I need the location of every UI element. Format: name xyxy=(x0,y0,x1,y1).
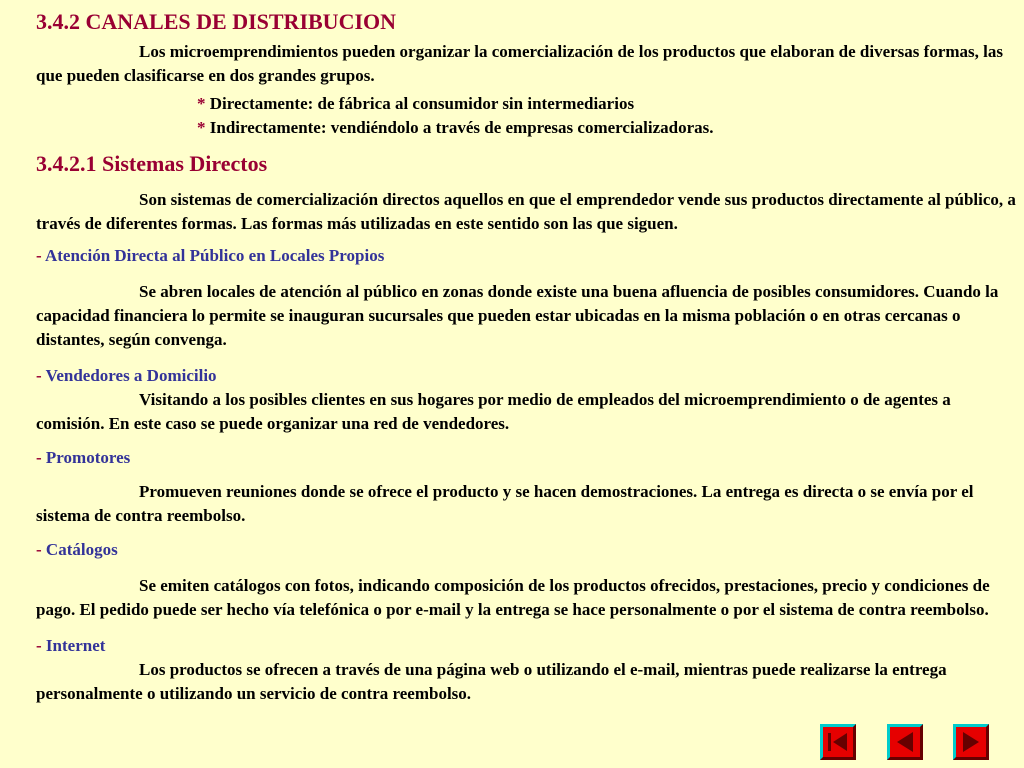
item-heading-domicilio xyxy=(36,364,1016,388)
item-heading-promotores xyxy=(36,446,1016,470)
intro-paragraph: Los microemprendimientos pueden organizar la comercialización de los productos que elaboran de diversas formas, las que pueden clasificarse en dos grandes grupos. xyxy=(36,42,1003,85)
previous-slide-button[interactable] xyxy=(887,724,923,760)
dash: - xyxy=(36,636,42,655)
page-title: 3.4.2 CANALES DE DISTRIBUCION xyxy=(36,9,397,34)
item-heading-text: Catálogos xyxy=(41,540,118,559)
item-heading-text: Vendedores a Domicilio xyxy=(41,366,217,385)
group-indirect xyxy=(36,116,1016,140)
item-heading-locales xyxy=(36,244,1016,268)
previous-slide-icon xyxy=(890,727,920,757)
dash: - xyxy=(36,246,42,265)
item-heading-internet xyxy=(36,634,1016,658)
group-indirect-text: Indirectamente: vendiéndolo a través de empresas comercializadoras. xyxy=(205,118,714,137)
bullet-star: * xyxy=(197,118,206,137)
item-body-internet: Los productos se ofrecen a través de una página web o utilizando el e-mail, mientras puede realizarse la entrega personalmente o utilizando un servicio de contra reembolso. xyxy=(36,660,947,703)
group-direct-text: Directamente: de fábrica al consumidor sin intermediarios xyxy=(205,94,635,113)
item-body-locales: Se abren locales de atención al público en zonas donde existe una buena afluencia de posibles consumidores. Cuando la capacidad financiera lo permite se inauguran sucursales que pueden estar ubicadas en la misma población o en otras cercanas o distantes, según convenga. xyxy=(36,282,999,349)
group-direct xyxy=(36,92,1016,116)
dash: - xyxy=(36,366,42,385)
item-heading-text: Internet xyxy=(41,636,106,655)
item-body-promotores: Promueven reuniones donde se ofrece el producto y se hacen demostraciones. La entrega es directa o se envía por el sistema de contra reembolso. xyxy=(36,482,974,525)
dash: - xyxy=(36,448,42,467)
next-slide-button[interactable] xyxy=(953,724,989,760)
item-body-domicilio: Visitando a los posibles clientes en sus hogares por medio de empleados del microemprendimiento o de agentes a comisión. En este caso se puede organizar una red de vendedores. xyxy=(36,390,951,433)
item-body-catalogos: Se emiten catálogos con fotos, indicando composición de los productos ofrecidos, prestaciones, precio y condiciones de pago. El pedido puede ser hecho vía telefónica o por e-mail y la entrega se hace personalmente o por el sistema de contra reembolso. xyxy=(36,576,990,619)
item-heading-catalogos xyxy=(36,538,1016,562)
next-slide-icon xyxy=(956,727,986,757)
item-heading-text: Promotores xyxy=(41,448,131,467)
section-title: 3.4.2.1 Sistemas Directos xyxy=(36,151,268,176)
first-slide-button[interactable] xyxy=(820,724,856,760)
section-intro: Son sistemas de comercialización directos aquellos en que el emprendedor vende sus productos directamente al público, a través de diferentes formas. Las formas más utilizadas en este sentido son las que siguen. xyxy=(36,190,1016,233)
dash: - xyxy=(36,540,42,559)
item-heading-text: Atención Directa al Público en Locales Propios xyxy=(41,246,385,265)
slide-content xyxy=(36,8,1016,706)
bullet-star: * xyxy=(197,94,206,113)
first-slide-icon xyxy=(823,727,853,757)
